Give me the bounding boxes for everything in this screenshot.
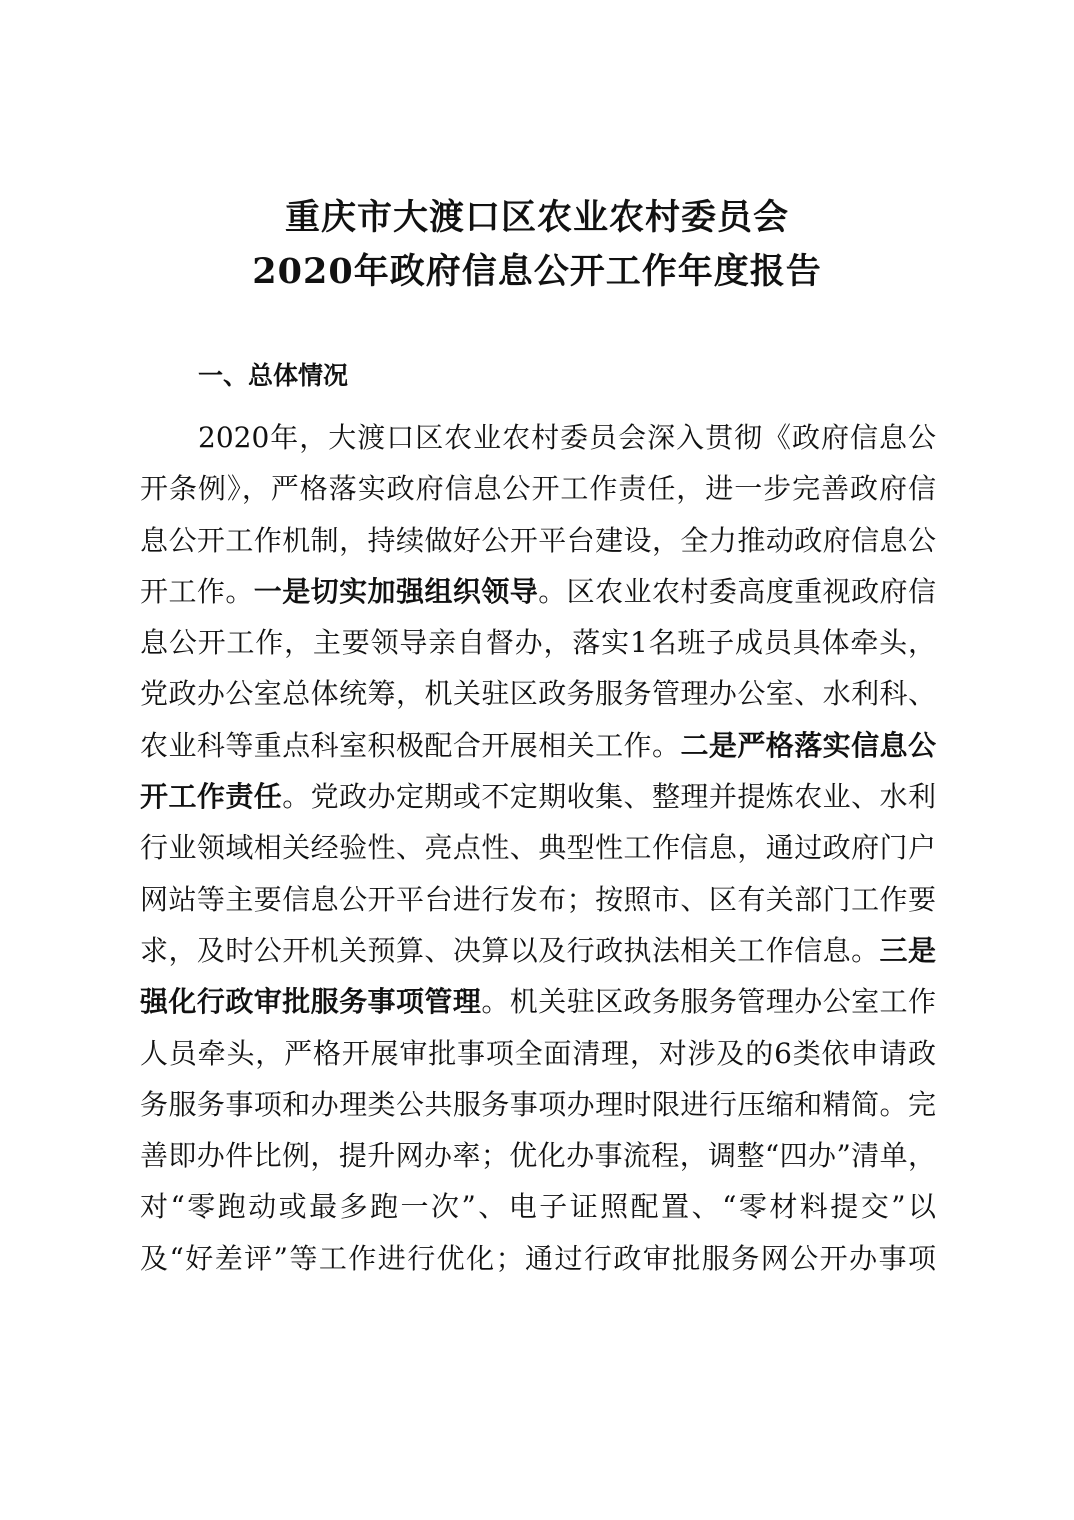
text-segment: 农业科等重点科室积极配合开展相关工作。 bbox=[140, 728, 681, 762]
paragraph-line bbox=[140, 668, 936, 719]
paragraph-line bbox=[140, 1028, 936, 1079]
bold-phrase: 一是切实加强组织领导 bbox=[253, 574, 539, 608]
text-segment: 息公开工作机制，持续做好公开平台建设，全力推动政府信息公 bbox=[140, 523, 936, 557]
paragraph-line bbox=[140, 822, 936, 873]
paragraph-line bbox=[140, 1079, 936, 1130]
text-segment: 求，及时公开机关预算、决算以及行政执法相关工作信息。 bbox=[140, 933, 880, 967]
document-title-line-2: 2020年政府信息公开工作年度报告 bbox=[252, 251, 822, 292]
paragraph-line bbox=[140, 463, 936, 514]
paragraph-line bbox=[140, 976, 936, 1027]
paragraph-line bbox=[140, 1130, 936, 1181]
paragraph-line bbox=[140, 771, 936, 822]
text-segment: 。区农业农村委高度重视政府信 bbox=[538, 574, 936, 608]
text-segment: 2020年，大渡口区农业农村委员会深入贯彻《政府信息公 bbox=[198, 421, 936, 454]
document-title-line-1: 重庆市大渡口区农业农村委员会 bbox=[284, 197, 789, 238]
paragraph-line bbox=[140, 515, 936, 566]
bold-phrase: 强化行政审批服务事项管理 bbox=[140, 985, 482, 1019]
text-segment: 。机关驻区政务服务管理办公室工作 bbox=[481, 985, 936, 1019]
text-segment: 开条例》，严格落实政府信息公开工作责任，进一步完善政府信 bbox=[140, 472, 936, 506]
paragraph-line bbox=[140, 874, 936, 925]
text-segment: 息公开工作，主要领导亲自督办，落实1名班子成员具体牵头， bbox=[140, 626, 936, 660]
paragraph-line bbox=[140, 925, 936, 976]
bold-phrase: 二是严格落实信息公 bbox=[680, 728, 936, 762]
text-segment: 务服务事项和办理类公共服务事项办理时限进行压缩和精简。完 bbox=[140, 1087, 936, 1121]
text-segment: 及“好差评”等工作进行优化；通过行政审批服务网公开办事项 bbox=[140, 1241, 936, 1275]
paragraph-line bbox=[140, 1233, 936, 1284]
text-segment: 人员牵头，严格开展审批事项全面清理，对涉及的6类依申请政 bbox=[140, 1036, 936, 1070]
paragraph-line bbox=[140, 720, 936, 771]
bold-phrase: 三是 bbox=[879, 933, 936, 967]
text-segment: 网站等主要信息公开平台进行发布；按照市、区有关部门工作要 bbox=[140, 882, 936, 916]
paragraph-line bbox=[140, 412, 936, 463]
text-segment: 对“零跑动或最多跑一次”、电子证照配置、“零材料提交”以 bbox=[140, 1190, 936, 1224]
paragraph-line bbox=[140, 566, 936, 617]
paragraph-line bbox=[140, 1181, 936, 1232]
text-segment: 善即办件比例，提升网办率；优化办事流程，调整“四办”清单， bbox=[140, 1139, 936, 1173]
paragraph-line bbox=[140, 617, 936, 668]
text-segment: 党政办公室总体统筹，机关驻区政务服务管理办公室、水利科、 bbox=[140, 677, 936, 711]
paragraph-body bbox=[140, 412, 936, 1284]
text-segment: 开工作。 bbox=[140, 574, 254, 608]
section-heading: 一、总体情况 bbox=[198, 361, 349, 390]
text-segment: 行业领域相关经验性、亮点性、典型性工作信息，通过政府门户 bbox=[140, 831, 936, 865]
bold-phrase: 开工作责任 bbox=[140, 780, 283, 814]
text-segment: 。党政办定期或不定期收集、整理并提炼农业、水利 bbox=[282, 780, 936, 814]
